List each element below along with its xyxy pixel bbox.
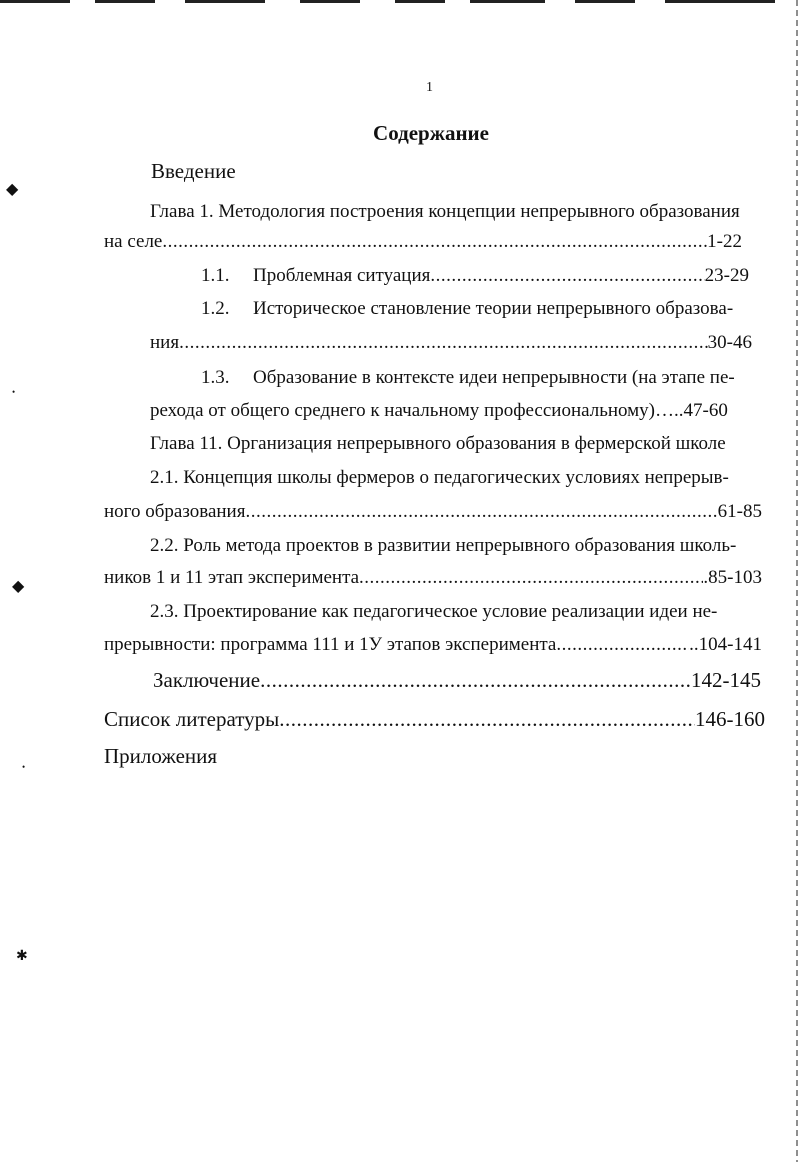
scan-speck-icon: ✱ [16,949,28,964]
dot-leader [179,332,708,354]
scan-speck-icon: • [12,387,16,397]
toc-section-1-2-number: 1.2. [201,298,230,319]
toc-section-1-3-number: 1.3. [201,367,230,388]
toc-chapter1-pages: 1-22 [707,231,742,252]
toc-section-1-2-line2 [150,332,752,354]
dot-leader [279,708,695,730]
scan-right-edge [796,0,798,1162]
dot-leader [162,231,707,253]
page-number: 1 [426,80,433,95]
toc-section-2-3-line1: 2.3. Проектирование как педагогическое условие реализации идеи не- [150,601,718,622]
toc-chapter1-text: на селе [104,231,163,252]
toc-appendix: Приложения [104,744,218,768]
toc-section-2-3-text-cont: прерывности: программа 111 и 1У этапов эксперимента [104,634,557,655]
toc-section-2-1-pages: 61-85 [717,501,762,522]
dot-leader [260,669,691,691]
toc-references [104,708,765,730]
page-title: Содержание [373,121,489,145]
toc-section-1-2-text-cont: ния [150,332,180,353]
toc-section-2-2-line1: 2.2. Роль метода проектов в развитии непрерывного образования школь- [150,535,737,556]
toc-chapter1-line2 [104,231,742,253]
toc-section-2-1-text-cont: ного образования [104,501,246,522]
scan-top-border [0,0,800,8]
toc-section-1-2-line1 [201,298,733,320]
toc-conclusion-pages: 142-145 [691,668,761,692]
toc-section-1-3-line1 [201,367,735,389]
toc-section-2-3-line2 [104,634,762,656]
toc-section-1-1-number: 1.1. [201,265,230,286]
toc-conclusion-text: Заключение [153,668,261,692]
toc-section-1-3-text: Образование в контексте идеи непрерывности (на этапе пе- [253,367,735,388]
toc-chapter2: Глава 11. Организация непрерывного образования в фермерской школе [150,433,726,454]
dot-leader [245,501,717,523]
toc-section-1-2-pages: 30-46 [707,332,752,353]
toc-section-1-3-line2: рехода от общего среднего к начальному профессиональному)…..47-60 [150,400,728,421]
toc-section-1-1 [201,265,749,287]
toc-section-1-1-text: Проблемная ситуация [253,265,431,286]
toc-section-2-2-line2 [104,567,762,589]
toc-chapter1-line1: Глава 1. Методология построения концепции непрерывного образования [150,201,740,222]
dot-leader [359,567,703,589]
toc-conclusion [153,669,761,691]
dot-leader [430,265,704,287]
toc-section-2-2-pages: .85-103 [703,567,762,588]
toc-references-pages: 146-160 [695,707,765,731]
scan-speck-icon: ◆ [12,578,25,595]
toc-section-2-1-line2 [104,501,762,523]
scan-speck-icon: ◆ [6,181,19,198]
toc-section-2-3-pages: ..104-141 [689,634,762,655]
scan-speck-icon: • [22,762,26,772]
dot-leader [556,634,689,656]
toc-section-2-2-text-cont: ников 1 и 11 этап эксперимента [104,567,360,588]
toc-section-2-1-line1: 2.1. Концепция школы фермеров о педагогических условиях непрерыв- [150,467,729,488]
toc-section-1-1-pages: 23-29 [704,265,749,286]
toc-intro: Введение [151,159,236,183]
toc-references-text: Список литературы [104,707,280,731]
toc-section-1-2-text: Историческое становление теории непрерывного образова- [253,298,734,319]
